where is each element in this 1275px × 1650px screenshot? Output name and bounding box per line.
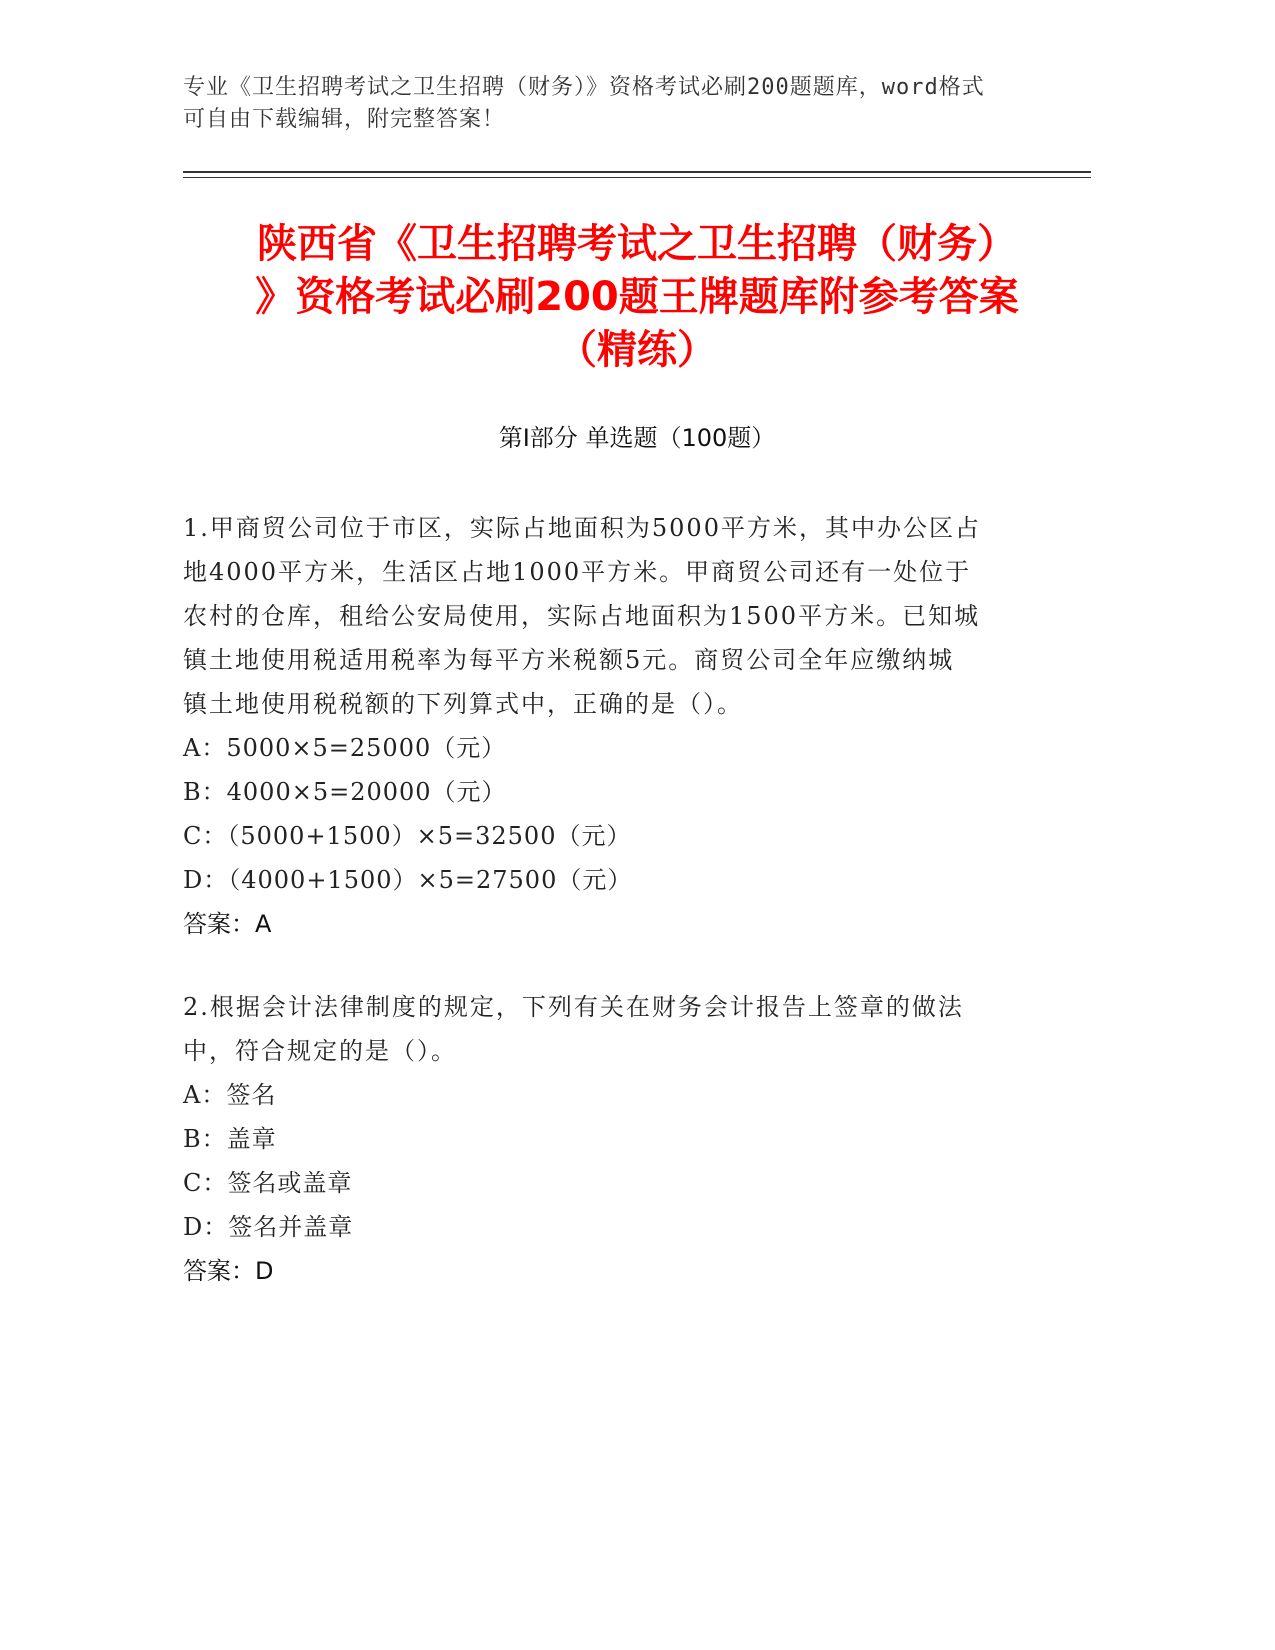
question-1-option-c: C：（5000+1500）×5=32500（元） (183, 822, 632, 850)
document-title (183, 218, 1091, 377)
question-1-stem-line: 镇土地使用税适用税率为每平方米税额5元。商贸公司全年应缴纳城 (183, 646, 955, 674)
question-2-stem-line: 中，符合规定的是（）。 (183, 1037, 457, 1065)
document-title-line-3: （精练） (557, 327, 717, 373)
header-note (183, 72, 1063, 136)
question-1-stem-line: 镇土地使用税税额的下列算式中，正确的是（）。 (183, 690, 743, 718)
question-1-stem (183, 506, 1063, 726)
question-1-stem-line: 1.甲商贸公司位于市区，实际占地面积为5000平方米，其中办公区占 (183, 514, 981, 542)
section-title: 第Ⅰ部分 单选题（100题） (498, 424, 776, 452)
question-1-stem-line: 农村的仓库，租给公安局使用，实际占地面积为1500平方米。已知城 (183, 602, 981, 630)
question-2-option-d: D：签名并盖章 (183, 1213, 354, 1241)
header-divider-thick (183, 171, 1091, 173)
question-1-option-d: D：（4000+1500）×5=27500（元） (183, 866, 633, 894)
question-1-option-b: B：4000×5=20000（元） (183, 778, 507, 806)
question-2-option-b: B：盖章 (183, 1125, 277, 1153)
question-1-option-a: A：5000×5=25000（元） (183, 734, 507, 762)
header-note-line-1: 专业《卫生招聘考试之卫生招聘（财务）》资格考试必刷200题题库，word格式 (183, 75, 985, 100)
question-2-stem-line: 2.根据会计法律制度的规定，下列有关在财务会计报告上签章的做法 (183, 993, 964, 1021)
header-divider-thin (183, 177, 1091, 178)
question-2-option-c: C：签名或盖章 (183, 1169, 353, 1197)
question-1-stem-line: 地4000平方米，生活区占地1000平方米。甲商贸公司还有一处位于 (183, 558, 972, 586)
document-title-line-1: 陕西省《卫生招聘考试之卫生招聘（财务） (257, 221, 1017, 267)
question-1 (183, 506, 1063, 946)
header-note-line-2: 可自由下载编辑，附完整答案！ (183, 107, 506, 132)
question-1-answer: 答案：A (183, 910, 272, 938)
question-2-option-a: A：签名 (183, 1081, 277, 1109)
document-title-line-2: 》资格考试必刷200题王牌题库附参考答案 (255, 274, 1019, 320)
question-2-answer: 答案：D (183, 1257, 274, 1285)
question-2-stem (183, 985, 1063, 1073)
question-2 (183, 985, 1063, 1293)
